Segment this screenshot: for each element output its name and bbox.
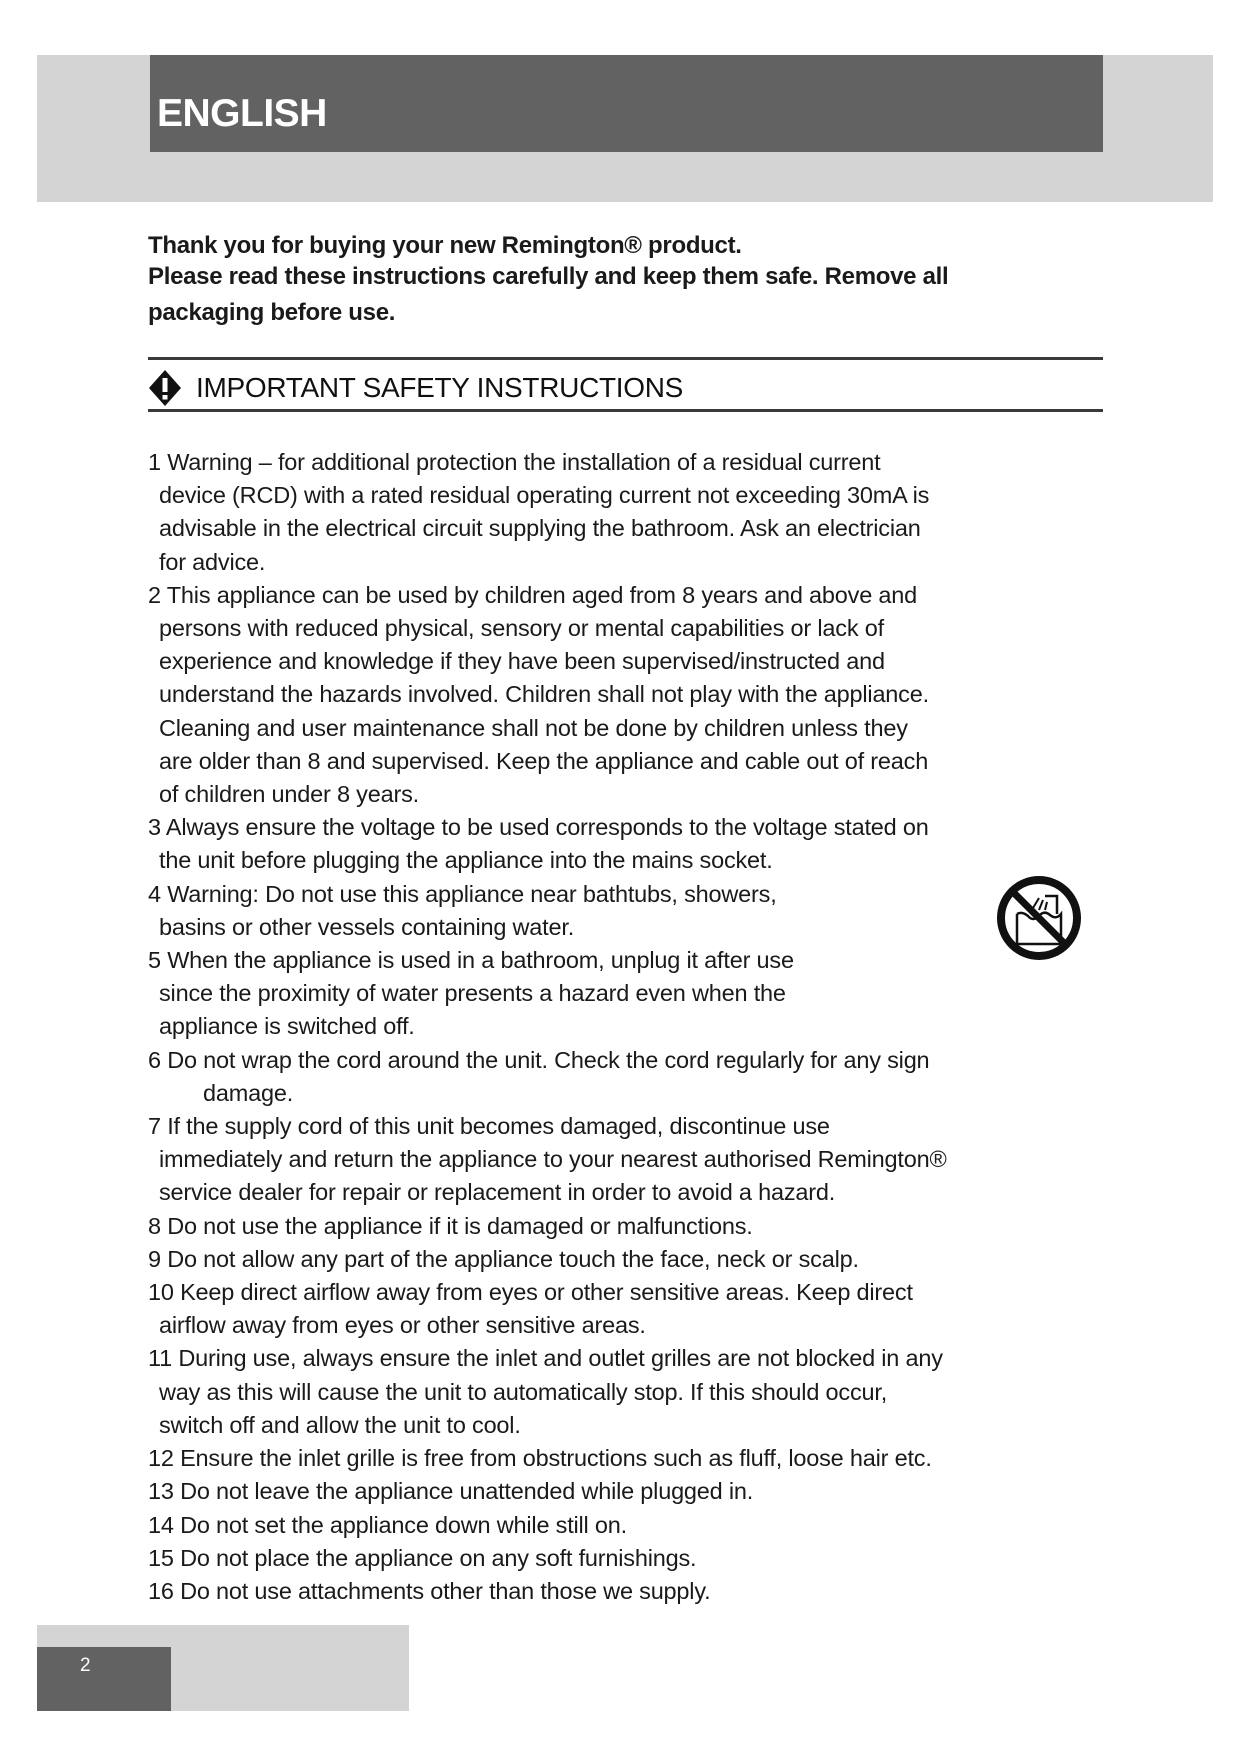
list-item [148,1243,947,1276]
list-item-line: 11 During use, always ensure the inlet and outlet grilles are not blocked in any [148,1345,943,1372]
list-item [148,1110,947,1210]
list-item [148,1210,947,1243]
list-item [148,878,947,944]
list-item [148,1575,947,1608]
list-item [148,1509,947,1542]
list-item-line: appliance is switched off. [159,1013,415,1040]
list-item [148,1276,947,1342]
list-item-line: experience and knowledge if they have been supervised/instructed and [159,648,885,675]
list-item-line: 7 If the supply cord of this unit becomes damaged, discontinue use [148,1113,830,1140]
list-item-line: switch off and allow the unit to cool. [159,1411,521,1438]
list-item [148,944,947,1044]
list-item-line: device (RCD) with a rated residual operating current not exceeding 30mA is [159,482,930,509]
list-item-line: 14 Do not set the appliance down while still on. [148,1511,627,1538]
divider [148,357,1103,360]
list-item-line: 8 Do not use the appliance if it is damaged or malfunctions. [148,1212,753,1239]
list-item [148,579,947,811]
list-item-line: 9 Do not allow any part of the appliance touch the face, neck or scalp. [148,1245,859,1272]
list-item-line: immediately and return the appliance to your nearest authorised Remington® [159,1146,947,1173]
page-number-box [37,1647,171,1711]
list-item-line: are older than 8 and supervised. Keep the appliance and cable out of reach [159,747,929,774]
list-item-line: 16 Do not use attachments other than those we supply. [148,1577,711,1604]
list-item [148,811,947,877]
list-item-line: service dealer for repair or replacement in order to avoid a hazard. [159,1179,836,1206]
no-water-icon [995,874,1083,962]
list-item-line: 13 Do not leave the appliance unattended while plugged in. [148,1478,754,1505]
list-item-line: 12 Ensure the inlet grille is free from obstructions such as fluff, loose hair etc. [148,1445,932,1472]
divider [148,409,1103,412]
list-item-line: since the proximity of water presents a hazard even when the [159,980,786,1007]
list-item-line: 3 Always ensure the voltage to be used corresponds to the voltage stated on [148,814,929,841]
list-item-line: damage. [203,1079,294,1106]
list-item-line: 6 Do not wrap the cord around the unit. Check the cord regularly for any sign [148,1046,930,1073]
list-item-line: persons with reduced physical, sensory or mental capabilities or lack of [159,615,884,642]
page-number: 2 [80,1655,91,1676]
list-item-line: 5 When the appliance is used in a bathroom, unplug it after use [148,947,794,974]
list-item [148,446,947,579]
list-item-line: 10 Keep direct airflow away from eyes or other sensitive areas. Keep direct [148,1279,913,1306]
list-item [148,1442,947,1475]
section-heading [148,369,683,407]
list-item [148,1342,947,1442]
list-item-line: 4 Warning: Do not use this appliance near bathtubs, showers, [148,880,777,907]
list-item-line: 2 This appliance can be used by children aged from 8 years and above and [148,581,918,608]
list-item-line: 1 Warning – for additional protection the installation of a residual current [148,449,881,475]
list-item [148,1475,947,1508]
list-item-line: the unit before plugging the appliance into the mains socket. [159,847,773,874]
list-item-line: of children under 8 years. [159,781,419,808]
list-item [148,1044,947,1110]
list-item-line: airflow away from eyes or other sensitive areas. [159,1312,646,1339]
warning-diamond-icon [148,369,182,407]
intro-line: Thank you for buying your new Remington® product. [148,232,742,259]
safety-instructions-list [148,446,947,1608]
list-item-line: Cleaning and user maintenance shall not be done by children unless they [159,714,908,741]
list-item-line: for advice. [159,548,266,575]
list-item-line: way as this will cause the unit to automatically stop. If this should occur, [159,1378,888,1405]
list-item-line: advisable in the electrical circuit supplying the bathroom. Ask an electrician [159,515,921,542]
intro-line: Please read these instructions carefully and keep them safe. Remove all [148,263,949,290]
page-title: ENGLISH [157,92,327,135]
list-item [148,1542,947,1575]
list-item-line: 15 Do not place the appliance on any soft furnishings. [148,1544,697,1571]
intro-line: packaging before use. [148,299,396,326]
list-item-line: understand the hazards involved. Children shall not play with the appliance. [159,681,929,708]
section-heading-text: IMPORTANT SAFETY INSTRUCTIONS [196,372,684,403]
list-item-line: basins or other vessels containing water. [159,913,575,940]
